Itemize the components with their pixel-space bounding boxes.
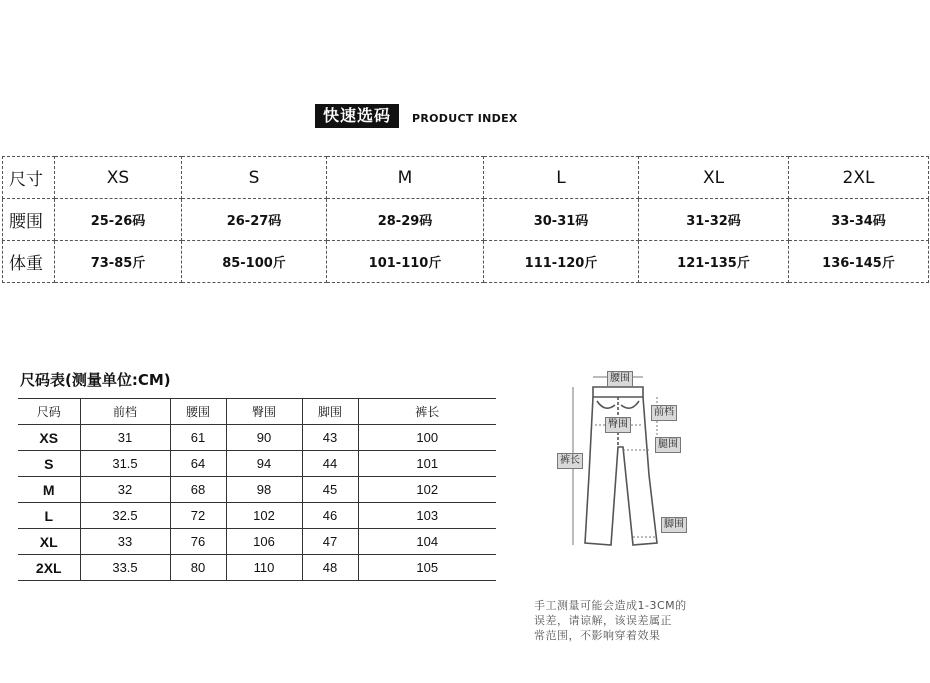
table-row (18, 503, 496, 529)
table-row (18, 451, 496, 477)
table-cell: 46 (302, 503, 358, 529)
column-header: 前档 (80, 399, 170, 425)
diagram-label-length: 裤长 (557, 453, 583, 469)
header-badge: 快速选码 (315, 104, 399, 128)
waist-cell: 28-29码 (327, 199, 484, 241)
table-cell: 43 (302, 425, 358, 451)
pants-measurement-diagram (545, 365, 705, 565)
table-cell: 32 (80, 477, 170, 503)
note-line: 误差，请谅解，该误差属正 (534, 614, 672, 627)
table-cell: 33 (80, 529, 170, 555)
weight-cell: 121-135斤 (639, 241, 789, 283)
waist-cell: 26-27码 (182, 199, 327, 241)
table-cell: 33.5 (80, 555, 170, 581)
size-label: XS (18, 425, 80, 451)
header-subtitle: PRODUCT INDEX (412, 112, 518, 125)
table-cell: 110 (226, 555, 302, 581)
diagram-label-waist: 腰围 (607, 371, 633, 387)
size-label: L (18, 503, 80, 529)
size-cell: 2XL (789, 157, 929, 199)
measure-table-title: 尺码表(测量单位:CM) (20, 371, 171, 389)
size-cell: XL (639, 157, 789, 199)
quick-select-table (2, 156, 929, 283)
row-label-size: 尺寸 (3, 157, 55, 199)
diagram-label-hem: 脚围 (661, 517, 687, 533)
waist-cell: 33-34码 (789, 199, 929, 241)
table-cell: 100 (358, 425, 496, 451)
table-cell: 61 (170, 425, 226, 451)
table-cell: 72 (170, 503, 226, 529)
row-label-weight: 体重 (3, 241, 55, 283)
table-cell: 47 (302, 529, 358, 555)
table-cell: 76 (170, 529, 226, 555)
waist-cell: 31-32码 (639, 199, 789, 241)
note-line: 常范围，不影响穿着效果 (534, 629, 661, 642)
table-cell: 104 (358, 529, 496, 555)
size-label: M (18, 477, 80, 503)
size-label: XL (18, 529, 80, 555)
size-label: S (18, 451, 80, 477)
table-cell: 32.5 (80, 503, 170, 529)
table-row (18, 425, 496, 451)
table-cell: 90 (226, 425, 302, 451)
column-header: 臀围 (226, 399, 302, 425)
size-label: 2XL (18, 555, 80, 581)
quick-waist-row (3, 199, 929, 241)
column-header: 脚围 (302, 399, 358, 425)
table-cell: 64 (170, 451, 226, 477)
quick-size-row (3, 157, 929, 199)
row-label-waist: 腰围 (3, 199, 55, 241)
weight-cell: 101-110斤 (327, 241, 484, 283)
table-cell: 45 (302, 477, 358, 503)
weight-cell: 111-120斤 (484, 241, 639, 283)
size-cell: S (182, 157, 327, 199)
column-header: 裤长 (358, 399, 496, 425)
table-cell: 94 (226, 451, 302, 477)
measure-header-row (18, 399, 496, 425)
table-row (18, 555, 496, 581)
table-cell: 68 (170, 477, 226, 503)
diagram-label-thigh: 腿围 (655, 437, 681, 453)
column-header: 腰围 (170, 399, 226, 425)
column-header: 尺码 (18, 399, 80, 425)
table-row (18, 477, 496, 503)
quick-weight-row (3, 241, 929, 283)
weight-cell: 73-85斤 (55, 241, 182, 283)
table-cell: 80 (170, 555, 226, 581)
diagram-label-hip: 臀围 (605, 417, 631, 433)
size-cell: XS (55, 157, 182, 199)
table-cell: 101 (358, 451, 496, 477)
waist-cell: 30-31码 (484, 199, 639, 241)
measurement-table (18, 398, 496, 581)
table-cell: 98 (226, 477, 302, 503)
table-cell: 44 (302, 451, 358, 477)
table-cell: 31 (80, 425, 170, 451)
diagram-label-front-rise: 前档 (651, 405, 677, 421)
table-cell: 102 (358, 477, 496, 503)
table-cell: 102 (226, 503, 302, 529)
waist-cell: 25-26码 (55, 199, 182, 241)
weight-cell: 85-100斤 (182, 241, 327, 283)
table-cell: 106 (226, 529, 302, 555)
table-cell: 105 (358, 555, 496, 581)
size-cell: L (484, 157, 639, 199)
size-cell: M (327, 157, 484, 199)
table-cell: 31.5 (80, 451, 170, 477)
note-line: 手工测量可能会造成1-3CM的 (534, 599, 687, 612)
weight-cell: 136-145斤 (789, 241, 929, 283)
table-cell: 48 (302, 555, 358, 581)
measurement-note (534, 598, 724, 643)
table-cell: 103 (358, 503, 496, 529)
table-row (18, 529, 496, 555)
